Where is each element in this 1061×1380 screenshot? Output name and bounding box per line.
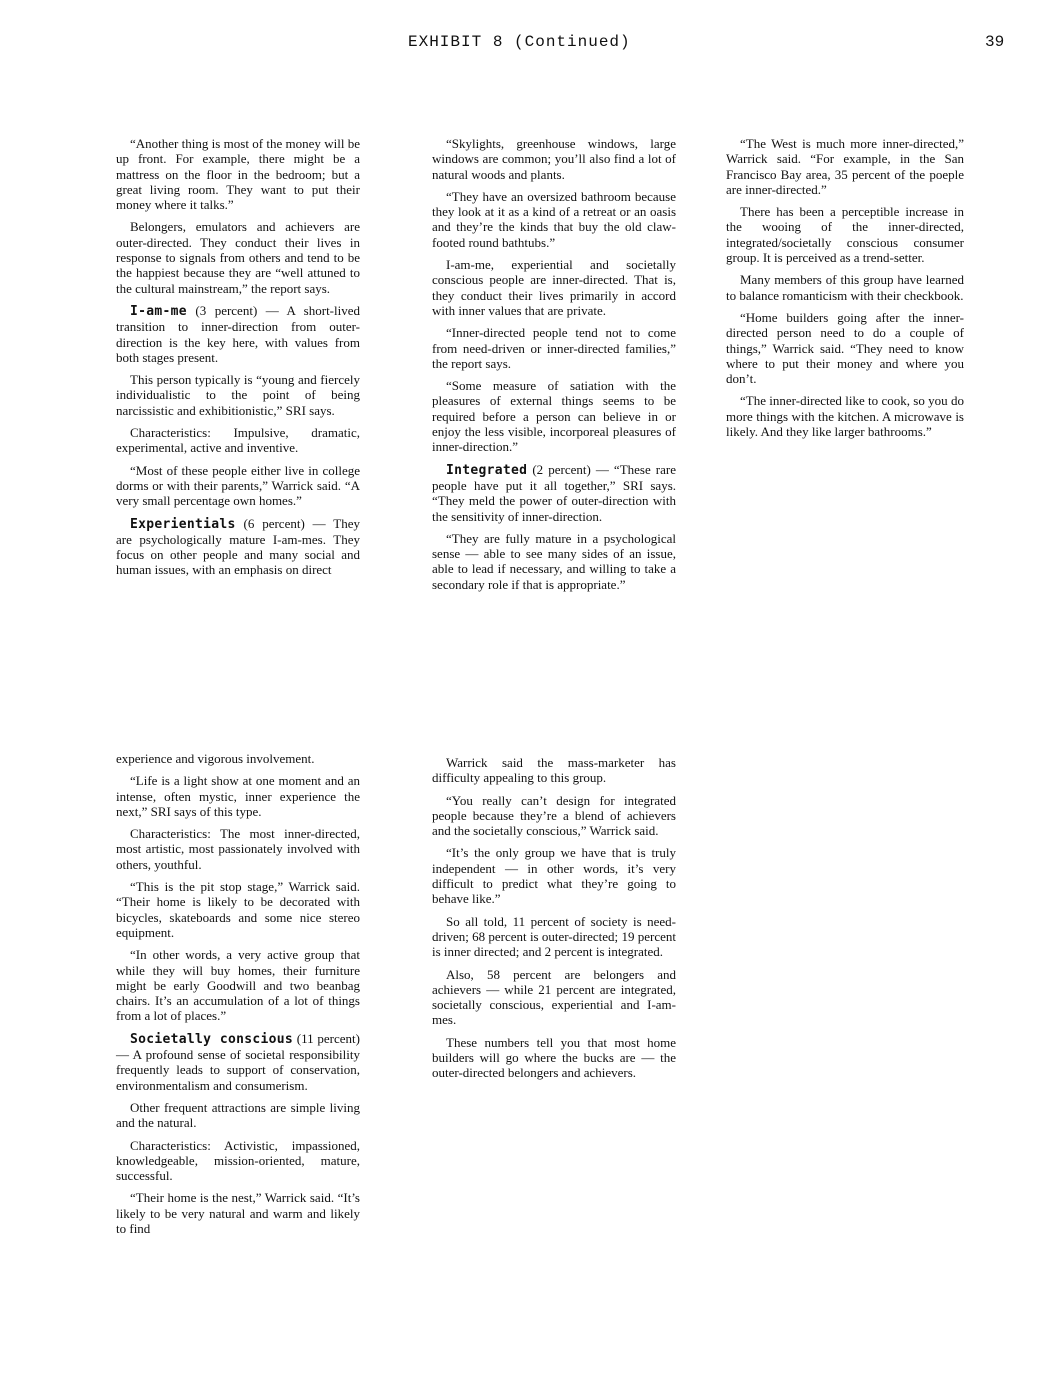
- article-paragraph: [726, 393, 964, 439]
- column-2-top: [432, 136, 676, 599]
- article-paragraph: [726, 136, 964, 197]
- paragraph-text: “You really can’t design for integrated people because they’re a blend of achievers and the societally conscious,” Warrick said.: [432, 792, 676, 839]
- article-paragraph: [432, 325, 676, 371]
- paragraph-text: Warrick said the mass-marketer has difficulty appealing to this group.: [432, 755, 676, 786]
- paragraph-text: “Life is a light show at one moment and an intense, often mystic, inner experience the next,” SRI says of this type.: [116, 773, 360, 819]
- article-paragraph: [116, 879, 360, 940]
- paragraph-text: “Inner-directed people tend not to come from need-driven or inner-directed families,” the report says.: [432, 325, 676, 371]
- paragraph-text: These numbers tell you that most home builders will go where the bucks are — the outer-directed belongers and achievers.: [432, 1034, 676, 1081]
- segment-heading: Integrated: [446, 462, 528, 478]
- article-paragraph: [432, 793, 676, 839]
- paragraph-text: “It’s the only group we have that is truly independent — in other words, it’s very difficult to predict what they’re going to behave like.”: [432, 845, 676, 907]
- paragraph-text: “The inner-directed like to cook, so you do more things with the kitchen. A microwave is likely. And they like larger bathrooms.”: [726, 393, 964, 440]
- paragraph-text: Characteristics: Activistic, impassioned, knowledgeable, mission-oriented, mature, successful.: [116, 1137, 360, 1184]
- paragraph-text: Characteristics: The most inner-directed, most artistic, most passionately involved with others, youthful.: [116, 826, 360, 872]
- page-number: 39: [985, 33, 1005, 51]
- segment-heading: Experientials: [130, 516, 236, 532]
- exhibit-title: EXHIBIT 8 (Continued): [408, 33, 631, 51]
- paragraph-text: “Another thing is most of the money will be up front. For example, there might be a mattress on the floor in the bedroom; but a great living room. They want to put their money where it talks.”: [116, 136, 360, 213]
- article-paragraph: [432, 462, 676, 524]
- article-paragraph: [432, 531, 676, 592]
- article-paragraph: [116, 1031, 360, 1093]
- paragraph-text: “They have an oversized bathroom because they look at it as a kind of a retreat or an oasis and they’re the kinds that buy the old claw-footed round bathtubs.”: [432, 188, 676, 250]
- paragraph-text: “The West is much more inner-directed,” Warrick said. “For example, in the San Francisco Bay area, 35 percent of the poeple are inner-directed.”: [726, 136, 964, 197]
- article-paragraph: [116, 773, 360, 819]
- article-paragraph: [116, 947, 360, 1023]
- paragraph-text: (11 percent) — A profound sense of societal responsibility frequently leads to support of conservation, environmentalism and consumerism.: [116, 1030, 360, 1093]
- article-paragraph: [432, 914, 676, 960]
- column-3: [726, 136, 964, 446]
- column-2-bottom: [432, 755, 676, 1088]
- article-paragraph: [726, 310, 964, 386]
- article-paragraph: [116, 751, 360, 766]
- paragraph-text: Many members of this group have learned to balance romanticism with their checkbook.: [726, 272, 964, 303]
- article-paragraph: [432, 378, 676, 454]
- segment-heading: Societally conscious: [130, 1031, 294, 1047]
- paragraph-text: Belongers, emulators and achievers are outer-directed. They conduct their lives in response to signals from others and tend to be the happiest because they are “well attuned to the cultural mainstream,” the report says.: [116, 219, 360, 296]
- column-1-top: [116, 136, 360, 585]
- article-paragraph: [116, 219, 360, 295]
- article-paragraph: [432, 845, 676, 906]
- article-paragraph: [116, 425, 360, 456]
- paragraph-text: This person typically is “young and fiercely individualistic to the point of being narcissistic and exhibitionistic,” SRI says.: [116, 372, 360, 418]
- article-paragraph: [726, 204, 964, 265]
- paragraph-text: “In other words, a very active group that while they will buy homes, their furniture might be early Goodwill and two beanbag chairs. It’s an accumulation of a lot of things from a lot of places.”: [116, 947, 360, 1024]
- article-paragraph: [432, 257, 676, 318]
- article-paragraph: [726, 272, 964, 303]
- paragraph-text: “Skylights, greenhouse windows, large windows are common; you’ll also find a lot of natural woods and plants.: [432, 136, 676, 182]
- segment-heading: I-am-me: [130, 303, 187, 319]
- paragraph-text: Characteristics: Impulsive, dramatic, experimental, active and inventive.: [116, 425, 360, 456]
- article-paragraph: [116, 826, 360, 872]
- article-paragraph: [432, 755, 676, 786]
- paragraph-text: So all told, 11 percent of society is need-driven; 68 percent is outer-directed; 19 percent is inner directed; and 2 percent is integrated.: [432, 913, 676, 960]
- article-paragraph: [432, 967, 676, 1028]
- column-1-bottom: [116, 751, 360, 1243]
- article-paragraph: [116, 516, 360, 578]
- paragraph-text: “Home builders going after the inner-directed person need to do a couple of things,” Warrick said. “They need to know where to put their money and where you don’t.: [726, 309, 964, 387]
- paragraph-text: (3 percent) — A short-lived transition to inner-direction from outer-direction is the key here, with values from both stages present.: [116, 302, 360, 365]
- article-paragraph: [432, 189, 676, 250]
- article-paragraph: [432, 1035, 676, 1081]
- paragraph-text: experience and vigorous involvement.: [116, 751, 315, 766]
- paragraph-text: Other frequent attractions are simple living and the natural.: [116, 1099, 360, 1131]
- paragraph-text: “They are fully mature in a psychological sense — able to see many sides of an issue, able to lead if necessary, and willing to take a secondary role if that is appropriate.”: [432, 530, 676, 592]
- article-paragraph: [116, 303, 360, 365]
- paragraph-text: “This is the pit stop stage,” Warrick said. “Their home is likely to be decorated with bicycles, skateboards and some nice stereo equipment.: [116, 879, 360, 940]
- paragraph-text: Also, 58 percent are belongers and achievers — while 21 percent are integrated, societally conscious, experiential and I-am-mes.: [432, 966, 676, 1028]
- article-paragraph: [116, 372, 360, 418]
- article-paragraph: [116, 1100, 360, 1131]
- paragraph-text: (2 percent) — “These rare people have put it all together,” SRI says. “They meld the power of outer-direction with the sensitivity of inner-direction.: [432, 461, 676, 524]
- article-paragraph: [116, 1138, 360, 1184]
- article-paragraph: [116, 136, 360, 212]
- paragraph-text: “Their home is the nest,” Warrick said. “It’s likely to be very natural and warm and likely to find: [116, 1190, 360, 1237]
- article-paragraph: [116, 1190, 360, 1236]
- article-paragraph: [432, 136, 676, 182]
- paragraph-text: (6 percent) — They are psychologically mature I-am-mes. They focus on other people and many social and human issues, with an emphasis on direct: [116, 515, 360, 578]
- paragraph-text: There has been a perceptible increase in the wooing of the inner-directed, integrated/societally conscious consumer group. It is perceived as a trend-setter.: [726, 204, 964, 266]
- paragraph-text: I-am-me, experiential and societally conscious people are inner-directed. That is, they conduct their lives primarily in accord with inner values that are private.: [432, 257, 676, 318]
- article-paragraph: [116, 463, 360, 509]
- paragraph-text: “Some measure of satiation with the pleasures of external things seems to be required before a person can believe in or enjoy the less visible, incorporeal pleasures of inner-direction.”: [432, 378, 676, 455]
- paragraph-text: “Most of these people either live in college dorms or with their parents,” Warrick said. “A very small percentage own homes.”: [116, 462, 360, 509]
